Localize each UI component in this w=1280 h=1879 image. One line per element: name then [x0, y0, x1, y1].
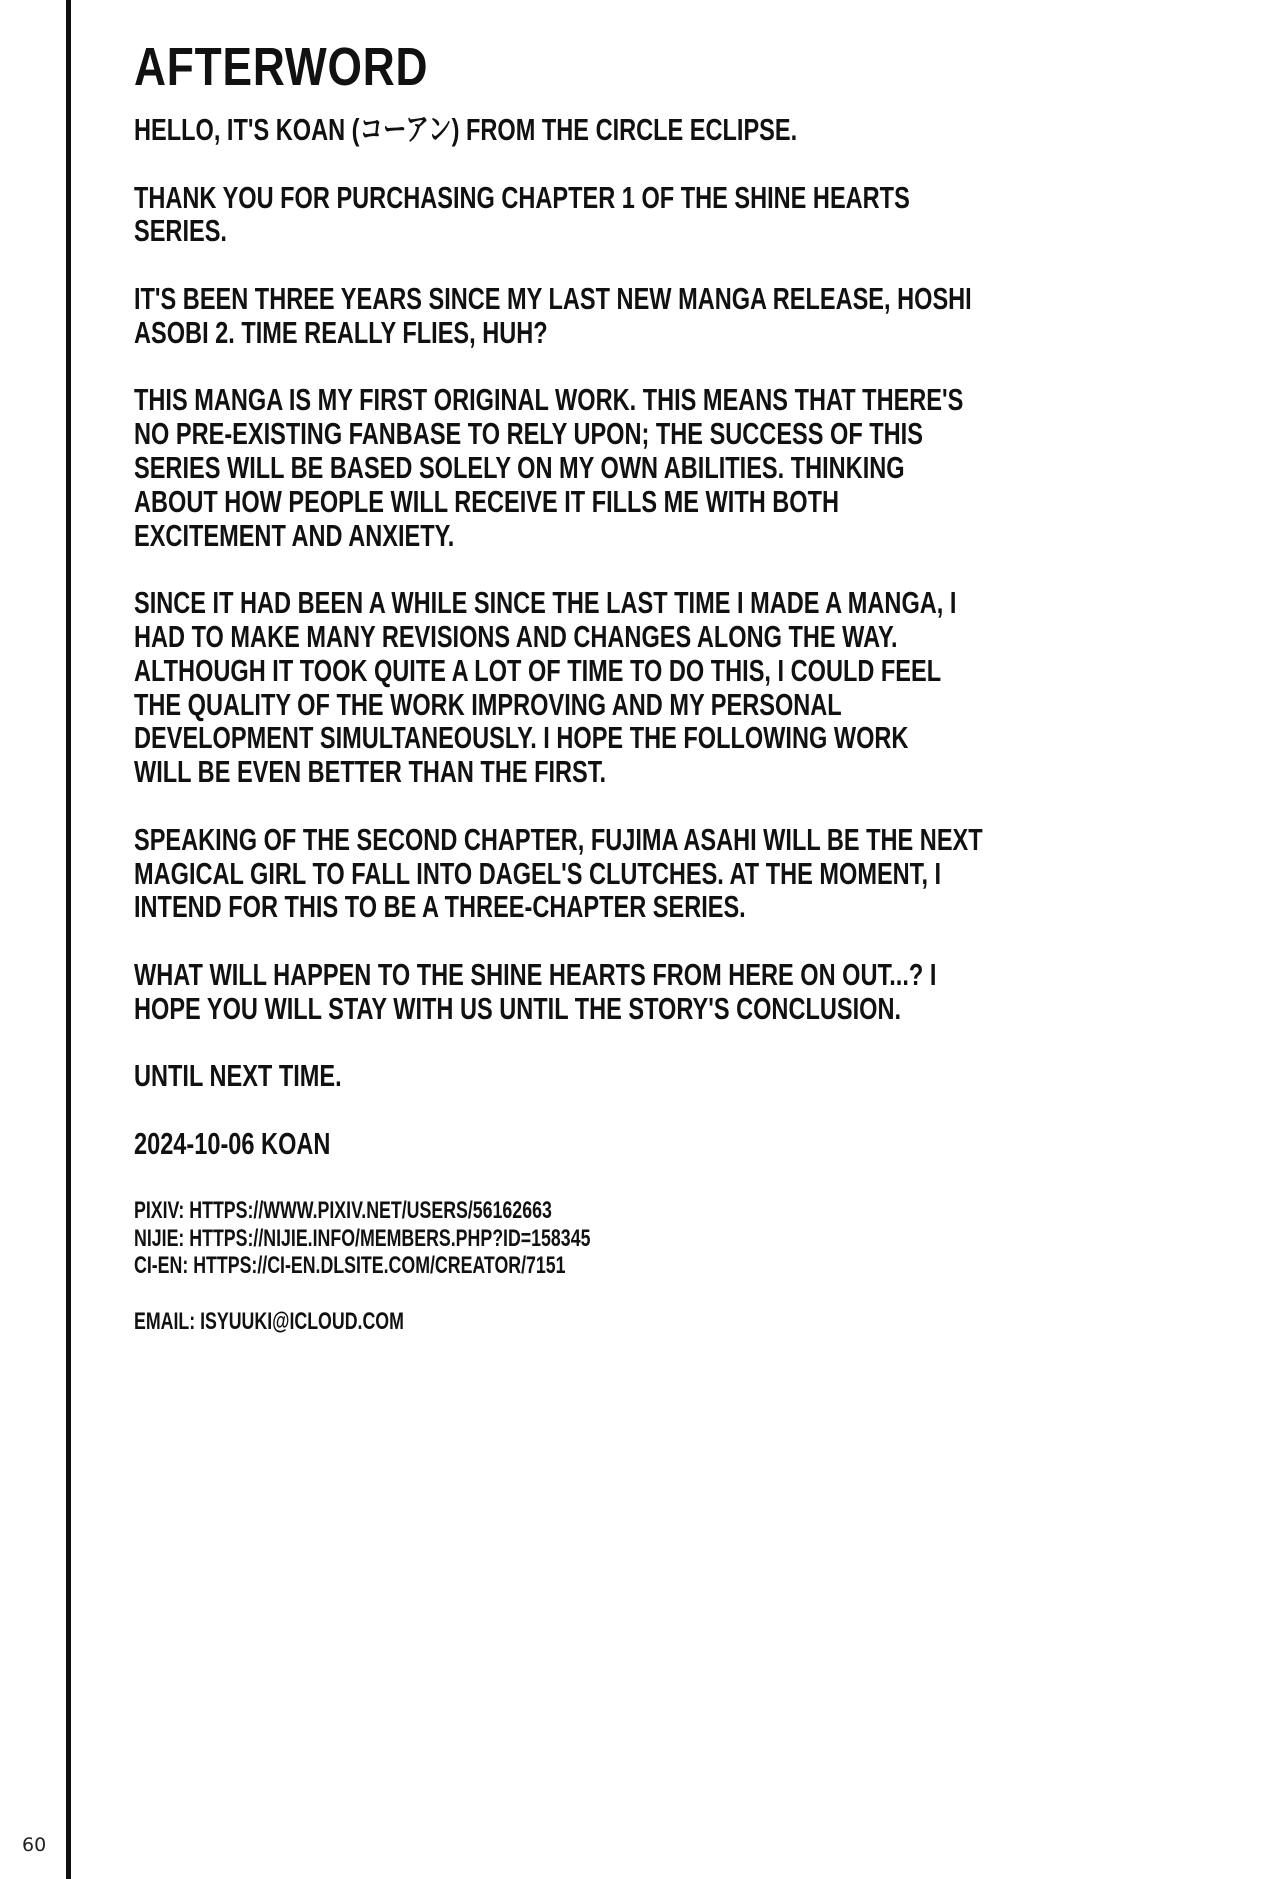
- text-line: MAGICAL GIRL TO FALL INTO DAGEL'S CLUTCHES. AT THE MOMENT, I: [134, 855, 942, 891]
- paragraph: [134, 181, 1251, 249]
- afterword-body: [134, 113, 1251, 1195]
- text-line: SERIES WILL BE BASED SOLELY ON MY OWN ABILITIES. THINKING: [134, 449, 905, 485]
- text-line: HAD TO MAKE MANY REVISIONS AND CHANGES ALONG THE WAY.: [134, 618, 898, 654]
- text-line: 2024-10-06 KOAN: [134, 1125, 331, 1161]
- text-line: SPEAKING OF THE SECOND CHAPTER, FUJIMA ASAHI WILL BE THE NEXT: [134, 821, 983, 857]
- text-line: WILL BE EVEN BETTER THAN THE FIRST.: [134, 754, 607, 790]
- nijie-link: NIJIE: HTTPS://NIJIE.INFO/MEMBERS.PHP?ID=158345: [134, 1224, 591, 1252]
- paragraph: [134, 958, 1251, 1026]
- text-line: ABOUT HOW PEOPLE WILL RECEIVE IT FILLS ME WITH BOTH: [134, 483, 840, 519]
- text-line: HELLO, IT'S KOAN (コーアン) FROM THE CIRCLE ECLIPSE.: [134, 112, 798, 147]
- page-title: AFTERWORD: [134, 37, 429, 97]
- paragraph: [134, 282, 1251, 350]
- text-line: NO PRE-EXISTING FANBASE TO RELY UPON; THE SUCCESS OF THIS: [134, 416, 923, 452]
- email-text: EMAIL: ISYUUKI@ICLOUD.COM: [134, 1308, 404, 1335]
- text-line: THE QUALITY OF THE WORK IMPROVING AND MY PERSONAL: [134, 686, 842, 722]
- gutter-line: [66, 0, 71, 1879]
- text-line: IT'S BEEN THREE YEARS SINCE MY LAST NEW MANGA RELEASE, HOSHI: [134, 280, 972, 316]
- text-line: SERIES.: [134, 213, 227, 249]
- paragraph: [134, 1059, 1251, 1093]
- text-line: DEVELOPMENT SIMULTANEOUSLY. I HOPE THE FOLLOWING WORK: [134, 720, 909, 756]
- text-line: SINCE IT HAD BEEN A WHILE SINCE THE LAST TIME I MADE A MANGA, I: [134, 585, 957, 621]
- paragraph: [134, 113, 1251, 147]
- paragraph: [134, 586, 1251, 789]
- text-line: ALTHOUGH IT TOOK QUITE A LOT OF TIME TO DO THIS, I COULD FEEL: [134, 652, 942, 688]
- links-list: [134, 1197, 751, 1280]
- text-line: THIS MANGA IS MY FIRST ORIGINAL WORK. THIS MEANS THAT THERE'S: [134, 382, 964, 418]
- text-line: UNTIL NEXT TIME.: [134, 1058, 342, 1094]
- text-line: EXCITEMENT AND ANXIETY.: [134, 517, 455, 553]
- text-line: HOPE YOU WILL STAY WITH US UNTIL THE STORY'S CONCLUSION.: [134, 990, 902, 1026]
- cien-link: CI-EN: HTTPS://CI-EN.DLSITE.COM/CREATOR/7151: [134, 1252, 566, 1279]
- text-line: WHAT WILL HAPPEN TO THE SHINE HEARTS FROM HERE ON OUT...? I: [134, 956, 937, 992]
- paragraph: [134, 383, 1251, 552]
- paragraph: [134, 1127, 1251, 1161]
- paragraph: [134, 823, 1251, 924]
- text-line: INTEND FOR THIS TO BE A THREE-CHAPTER SERIES.: [134, 889, 746, 925]
- text-line: ASOBI 2. TIME REALLY FLIES, HUH?: [134, 314, 548, 350]
- pixiv-link: PIXIV: HTTPS://WWW.PIXIV.NET/USERS/56162663: [134, 1197, 552, 1224]
- page-number: 60: [22, 1834, 47, 1856]
- text-line: THANK YOU FOR PURCHASING CHAPTER 1 OF THE SHINE HEARTS: [134, 179, 910, 215]
